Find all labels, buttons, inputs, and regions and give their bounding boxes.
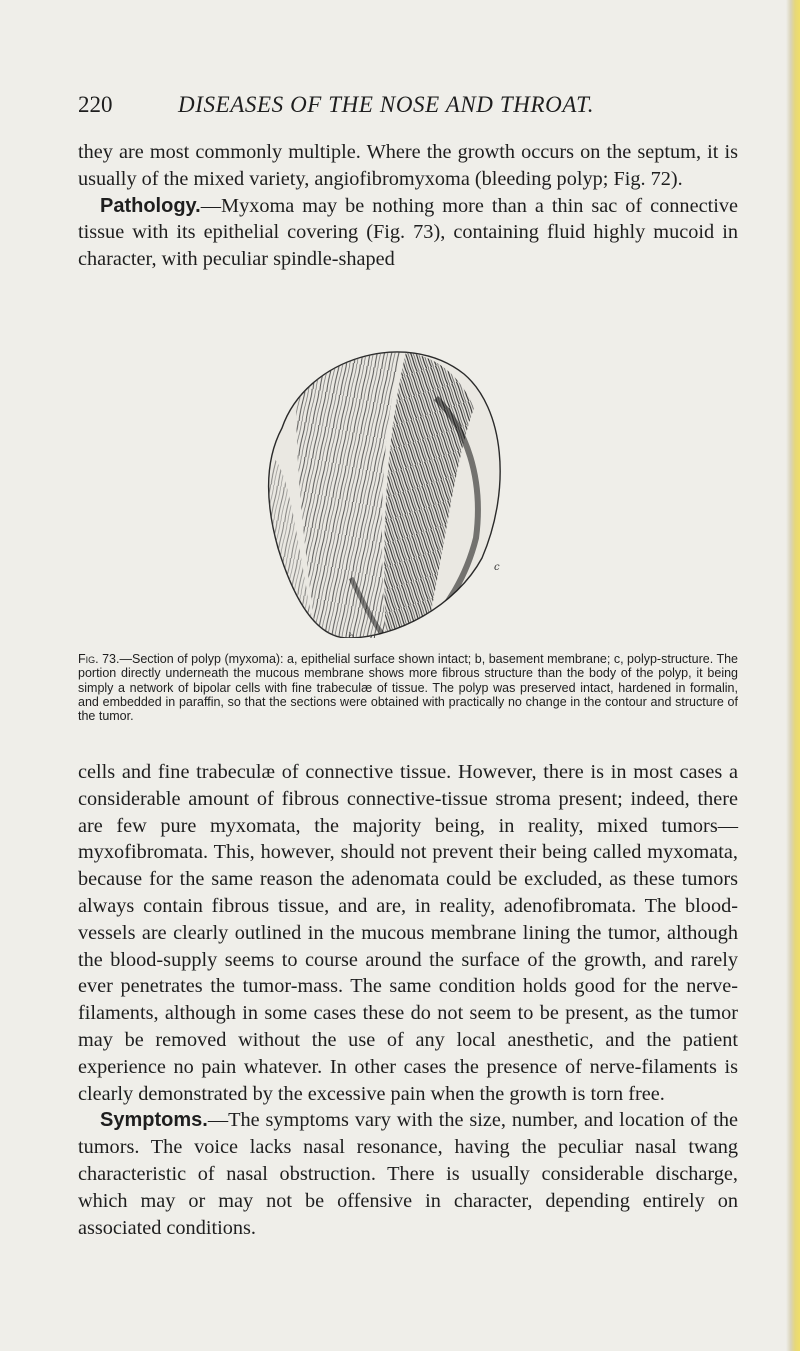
body-text-top bbox=[78, 139, 738, 273]
figure-73 bbox=[236, 338, 546, 638]
page-edge-discoloration bbox=[786, 0, 800, 1351]
pathology-heading: Pathology. bbox=[100, 194, 201, 217]
page-number: 220 bbox=[78, 92, 113, 117]
symptoms-text: —The symptoms vary with the size, number, and location of the tumors. The voice lacks nasal resonance, having the peculiar nasal twang characteristic of nasal obstruction. There is usually considerable discharge, which may or may not be offensive in character, depending entirely on associated conditions. bbox=[78, 1109, 738, 1239]
caption-label: Fig. 73. bbox=[78, 652, 120, 666]
figure-label-a: a bbox=[370, 632, 376, 638]
running-header bbox=[78, 92, 728, 122]
symptoms-heading: Symptoms. bbox=[100, 1109, 208, 1132]
pathology-text: —Myxoma may be nothing more than a thin sac of connective tissue with its epithelial covering (Fig. 73), containing fluid highly mucoid in character, with peculiar spindle-shaped bbox=[78, 194, 738, 271]
figure-label-b: b bbox=[348, 632, 355, 638]
polyp-section-illustration bbox=[236, 338, 546, 638]
body-text-bottom bbox=[78, 759, 738, 1241]
paragraph-continuation: they are most commonly multiple. Where the growth occurs on the septum, it is usually of the mixed variety, angiofibromyxoma (bleeding polyp; Fig. 72). bbox=[78, 141, 738, 190]
running-title: DISEASES OF THE NOSE AND THROAT. bbox=[178, 92, 595, 117]
paragraph-pathology bbox=[78, 193, 738, 273]
paragraph-symptoms bbox=[78, 1107, 738, 1241]
figure-label-c: c bbox=[494, 562, 500, 573]
figure-caption bbox=[78, 652, 738, 723]
paragraph-cells: cells and fine trabeculæ of connective tissue. However, there is in most cases a considerable amount of fibrous connective-tissue stroma present; indeed, there are few pure myxomata, the majority being, in reality, mixed tumors—myxofibromata. This, however, should not prevent their being called myxomata, because for the same reason the adenomata could be excluded, as these tumors always contain fibrous tissue, and are, in reality, adenofibromata. The blood-vessels are clearly outlined in the mucous membrane lining the tumor, although the blood-supply seems to course around the surface of the growth, and rarely ever penetrates the tumor-mass. The same condition holds good for the nerve-filaments, although in some cases these do not seem to be present, as the tumor may be removed without the use of any local anesthetic, and the patient experience no pain whatever. In other cases the presence of nerve-filaments is clearly demonstrated by the excessive pain when the growth is torn free. bbox=[78, 761, 738, 1105]
caption-text: —Section of polyp (myxoma): a, epithelial surface shown intact; b, basement membrane; c, polyp-structure. The portion directly underneath the mucous membrane shows more fibrous structure than the body of the polyp, it being simply a network of bipolar cells with fine trabeculæ of tissue. The polyp was preserved intact, hardened in formalin, and embedded in paraffin, so that the sections were obtained with practically no change in the contour and structure of the tumor. bbox=[78, 652, 739, 724]
